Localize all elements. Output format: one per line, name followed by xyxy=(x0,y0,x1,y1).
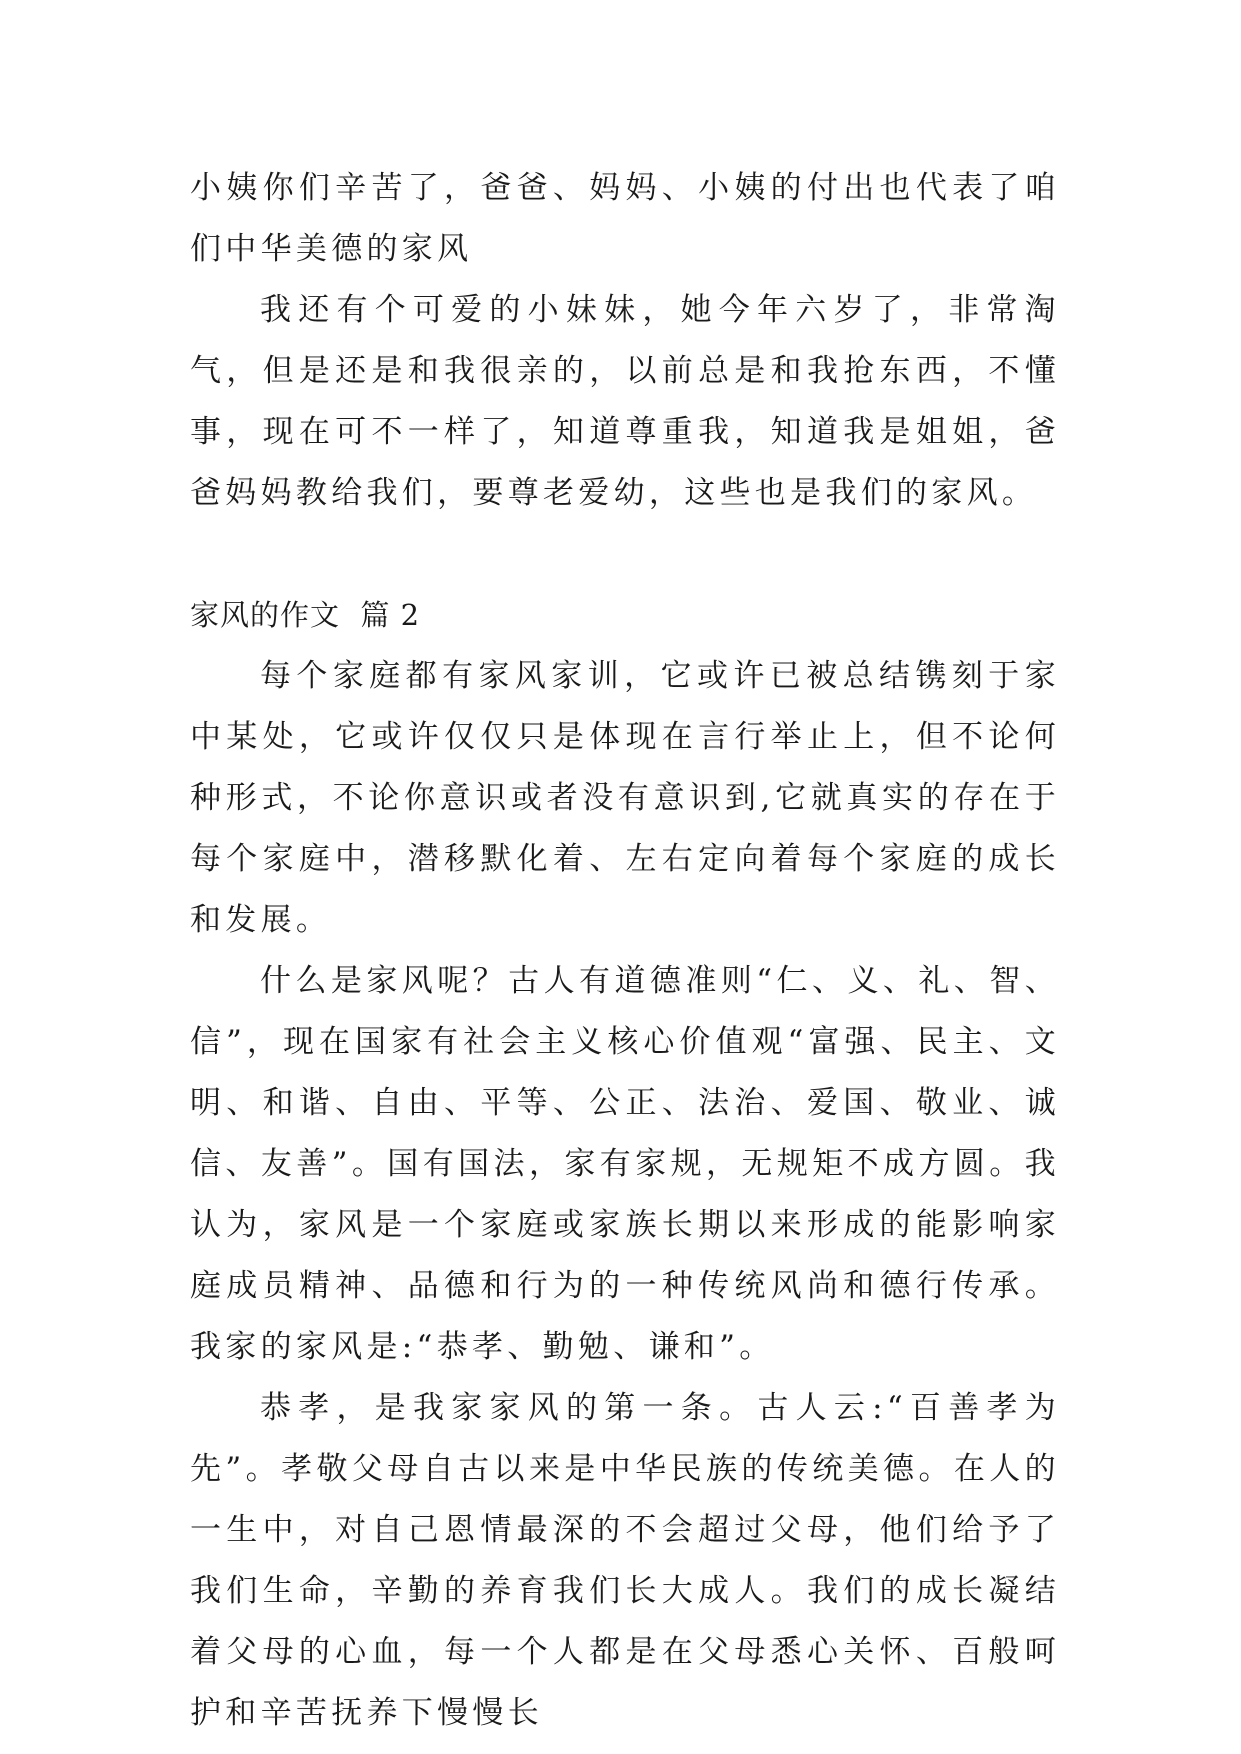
paragraph-what-is-family-style: 什么是家风呢？古人有道德准则“仁、义、礼、智、信”，现在国家有社会主义核心价值观“富强、民主、文明、和谐、自由、平等、公正、法治、爱国、敬业、诚信、友善”。国有国法，家有家规，无规矩不成方圆。我认为，家风是一个家庭或家族长期以来形成的能影响家庭成员精神、品德和行为的一种传统风尚和德行传承。我家的家风是:“恭孝、勤勉、谦和”。 xyxy=(190,963,1060,1365)
paragraph-filial-piety: 恭孝，是我家家风的第一条。古人云:“百善孝为先”。孝敬父母自古以来是中华民族的传统美德。在人的一生中，对自己恩情最深的不会超过父母，他们给予了我们生命，辛勤的养育我们长大成人。我们的成长凝结着父母的心血，每一个人都是在父母悉心关怀、百般呵护和辛苦抚养下慢慢长 xyxy=(190,1390,1060,1731)
paragraph-family-motto: 每个家庭都有家风家训，它或许已被总结镌刻于家中某处，它或许仅仅只是体现在言行举止上，但不论何种形式，不论你意识或者没有意识到,它就真实的存在于每个家庭中，潜移默化着、左右定向着每个家庭的成长和发展。 xyxy=(190,658,1060,938)
section-heading: 家风的作文 篇 2 xyxy=(190,598,421,632)
paragraph-little-sister: 我还有个可爱的小妹妹，她今年六岁了，非常淘气，但是还是和我很亲的，以前总是和我抢东西，不懂事，现在可不一样了，知道尊重我，知道我是姐姐，爸爸妈妈教给我们，要尊老爱幼，这些也是我们的家风。 xyxy=(190,292,1060,511)
section-spacer xyxy=(190,524,1060,585)
document-page xyxy=(190,158,1060,1744)
paragraph-continuation: 小姨你们辛苦了，爸爸、妈妈、小姨的付出也代表了咱们中华美德的家风 xyxy=(190,170,1060,267)
